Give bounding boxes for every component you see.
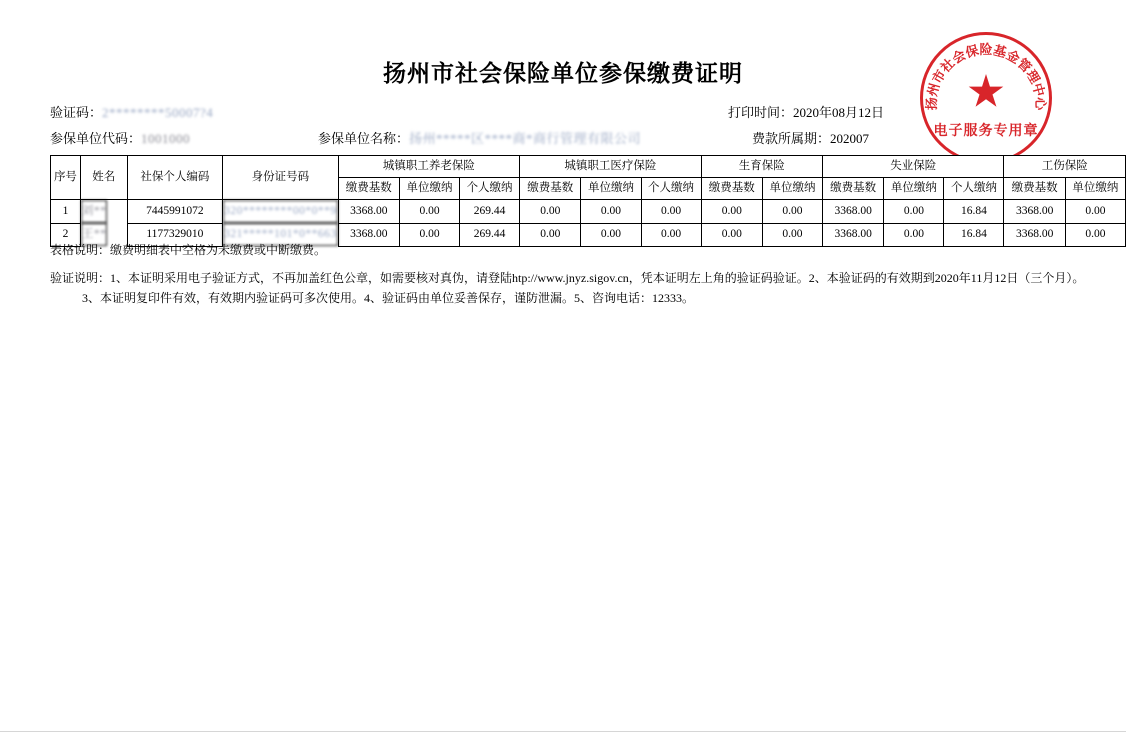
form-note: 表格说明：缴费明细表中空格为未缴费或中断缴费。 xyxy=(50,243,327,257)
sub-pension-base: 缴费基数 xyxy=(338,178,399,200)
period-value: 202007 xyxy=(830,131,870,146)
unit-code-line xyxy=(50,128,190,147)
sub-injury-base: 缴费基数 xyxy=(1004,178,1065,200)
cell-value: 0.00 xyxy=(1065,223,1125,246)
verify-code-value: 2********50007?4 xyxy=(102,105,214,120)
sub-medical-base: 缴费基数 xyxy=(520,178,581,200)
cell-value: 3368.00 xyxy=(823,200,884,224)
sub-unemp-personal: 个人缴纳 xyxy=(944,178,1004,200)
sub-medical-unit: 单位缴纳 xyxy=(581,178,641,200)
cell-seq: 1 xyxy=(51,200,81,224)
sub-unemp-base: 缴费基数 xyxy=(823,178,884,200)
col-id-no: 身份证号码 xyxy=(223,156,339,200)
col-seq: 序号 xyxy=(51,156,81,200)
cell-value: 0.00 xyxy=(641,223,701,246)
col-sb-id: 社保个人编码 xyxy=(127,156,222,200)
cell-sb-id: 1177329010 xyxy=(127,223,222,246)
cell-value: 0.00 xyxy=(1065,200,1125,224)
verify-code-line xyxy=(50,102,213,121)
cell-value: 0.00 xyxy=(520,223,581,246)
official-seal xyxy=(920,32,1060,172)
cell-value: 16.84 xyxy=(944,200,1004,224)
col-name: 姓名 xyxy=(80,156,127,200)
verify-code-label: 验证码： xyxy=(50,105,103,120)
unit-name-value: 扬州*****区****商*商行管理有限公司 xyxy=(409,131,642,146)
cell-value: 0.00 xyxy=(581,223,641,246)
cell-value: 0.00 xyxy=(762,223,822,246)
col-group-maternity: 生育保险 xyxy=(701,156,822,178)
cell-value: 0.00 xyxy=(520,200,581,224)
unit-code-label: 参保单位代码： xyxy=(50,131,142,146)
unit-name-line xyxy=(318,128,641,147)
print-time-value: 2020年08月12日 xyxy=(793,105,885,120)
col-group-medical: 城镇职工医疗保险 xyxy=(520,156,701,178)
sub-injury-unit: 单位缴纳 xyxy=(1065,178,1125,200)
cell-value: 3368.00 xyxy=(338,200,399,224)
sub-medical-personal: 个人缴纳 xyxy=(641,178,701,200)
table-group-header-row xyxy=(51,156,1126,178)
cell-seq: 2 xyxy=(51,223,81,246)
cell-value: 0.00 xyxy=(884,223,944,246)
print-time-label: 打印时间： xyxy=(728,105,794,120)
seal-bottom-label: 电子服务专用章 xyxy=(933,124,1039,139)
col-group-injury: 工伤保险 xyxy=(1004,156,1126,178)
sub-pension-personal: 个人缴纳 xyxy=(460,178,520,200)
contribution-table xyxy=(50,155,1126,247)
col-group-unemployment: 失业保险 xyxy=(823,156,1004,178)
cell-value: 0.00 xyxy=(701,200,762,224)
table-row xyxy=(51,200,1126,224)
unit-name-label: 参保单位名称： xyxy=(318,131,410,146)
sub-maternity-base: 缴费基数 xyxy=(701,178,762,200)
cell-value: 0.00 xyxy=(762,200,822,224)
cell-value: 0.00 xyxy=(701,223,762,246)
cell-value: 3368.00 xyxy=(1004,200,1065,224)
print-time-line xyxy=(728,102,884,121)
verify-note-line-2: 3、本证明复印件有效，有效期内验证码可多次使用。4、验证码由单位妥善保存，谨防泄漏。5、咨询电话：12333。 xyxy=(82,291,695,305)
cell-name: 王** xyxy=(81,223,108,246)
seal-arc-label: 扬州市社会保险基金管理中心 xyxy=(923,42,1049,111)
cell-value: 269.44 xyxy=(460,223,520,246)
period-line xyxy=(752,128,869,147)
sub-unemp-unit: 单位缴纳 xyxy=(884,178,944,200)
cell-sb-id: 7445991072 xyxy=(127,200,222,224)
page-title: 扬州市社会保险单位参保缴费证明 xyxy=(383,61,743,86)
sub-maternity-unit: 单位缴纳 xyxy=(762,178,822,200)
cell-value: 16.84 xyxy=(944,223,1004,246)
cell-value: 0.00 xyxy=(399,223,459,246)
col-group-pension: 城镇职工养老保险 xyxy=(338,156,519,178)
cell-value: 0.00 xyxy=(581,200,641,224)
cell-value: 3368.00 xyxy=(1004,223,1065,246)
cell-value: 3368.00 xyxy=(823,223,884,246)
unit-code-value: 1001000 xyxy=(141,131,191,146)
cell-id-no: 321*****101*0**663 xyxy=(223,223,338,246)
cell-value: 0.00 xyxy=(399,200,459,224)
sub-pension-unit: 单位缴纳 xyxy=(399,178,459,200)
cell-value: 0.00 xyxy=(641,200,701,224)
period-label: 费款所属期： xyxy=(752,131,831,146)
cell-value: 0.00 xyxy=(884,200,944,224)
verify-note-line-1: 验证说明：1、本证明采用电子验证方式，不再加盖红色公章，如需要核对真伪，请登陆htp://www.jnyz.sigov.cn，凭本证明左上角的验证码验证。2、本验证码的有效期到2020年11月12日（三个月）。 xyxy=(50,271,1085,285)
cell-value: 3368.00 xyxy=(338,223,399,246)
cell-name: 刘** xyxy=(81,200,108,223)
cell-value: 269.44 xyxy=(460,200,520,224)
cell-id-no: 320********00*0**9 xyxy=(223,200,338,223)
